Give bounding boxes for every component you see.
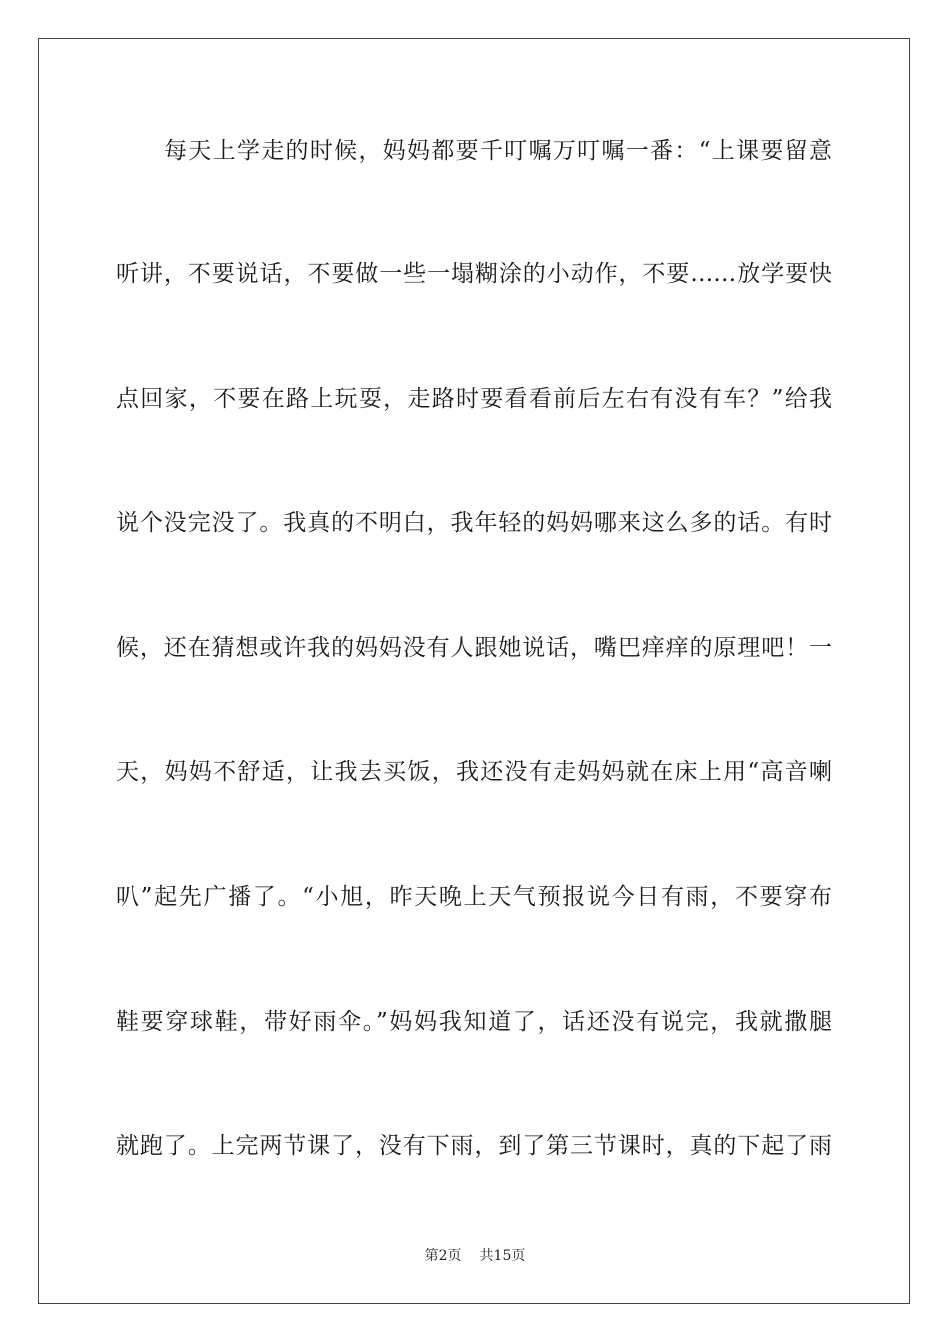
paragraph-line: 鞋要穿球鞋，带好雨伞。”妈妈我知道了，话还没有说完，我就撒腿 bbox=[116, 1009, 832, 1035]
page-footer bbox=[0, 1246, 950, 1266]
page-border bbox=[38, 38, 910, 1304]
page-number: 第2页 bbox=[424, 1248, 462, 1264]
page-total: 共15页 bbox=[479, 1248, 526, 1264]
paragraph-line: 听讲，不要说话，不要做一些一塌糊涂的小动作，不要……放学要快 bbox=[116, 261, 832, 287]
paragraph-line: 就跑了。上完两节课了，没有下雨，到了第三节课时，真的下起了雨 bbox=[116, 1133, 832, 1159]
paragraph-line: 每天上学走的时候，妈妈都要千叮嘱万叮嘱一番：“上课要留意 bbox=[164, 138, 832, 164]
paragraph-line: 叭”起先广播了。“小旭，昨天晚上天气预报说今日有雨，不要穿布 bbox=[116, 884, 832, 910]
paragraph-line: 天，妈妈不舒适，让我去买饭，我还没有走妈妈就在床上用“高音喇 bbox=[116, 759, 832, 785]
paragraph-line: 点回家，不要在路上玩耍，走路时要看看前后左右有没有车？”给我 bbox=[116, 386, 832, 412]
paragraph-line: 说个没完没了。我真的不明白，我年轻的妈妈哪来这么多的话。有时 bbox=[116, 510, 832, 536]
paragraph-line: 候，还在猜想或许我的妈妈没有人跟她说话，嘴巴痒痒的原理吧！一 bbox=[116, 635, 832, 661]
